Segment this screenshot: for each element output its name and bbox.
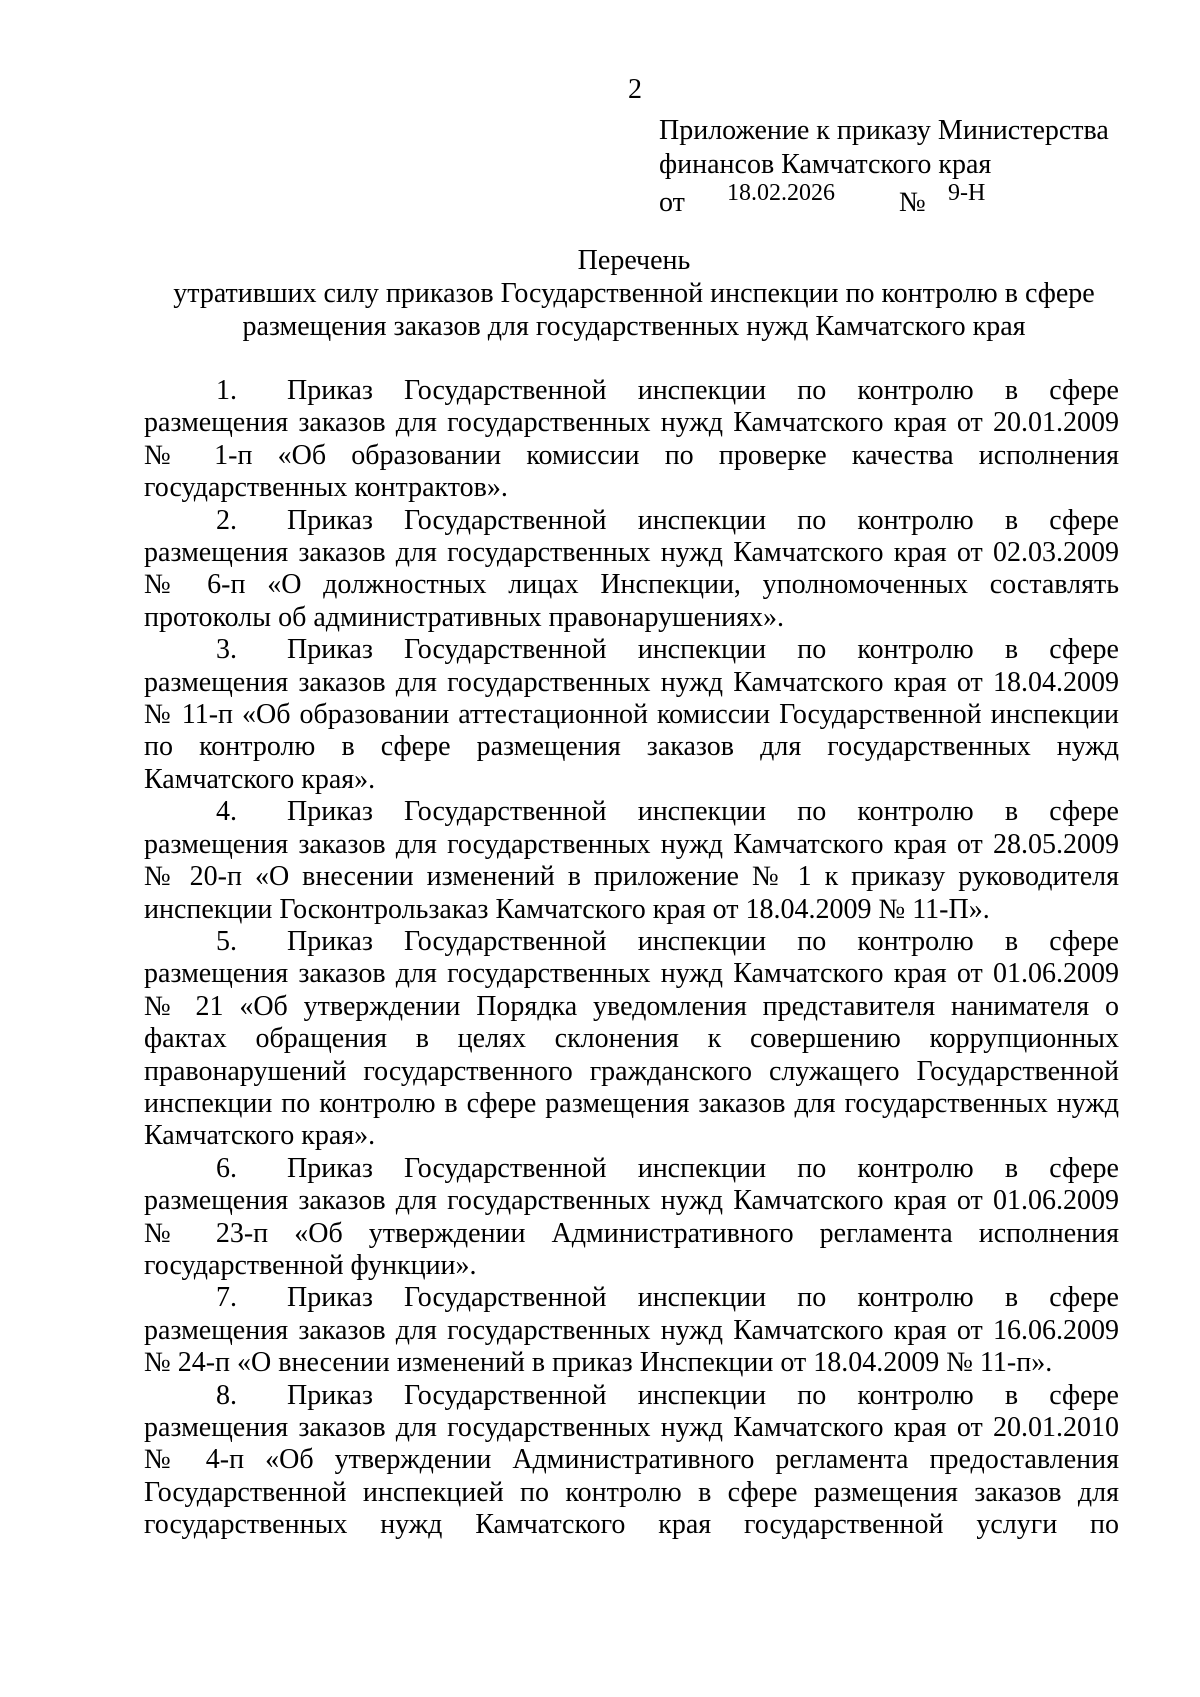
list-item <box>144 796 1119 926</box>
item-text: Приказ Государственной инспекции по контролю в сфере размещения заказов для государственных нужд Камчатского края от 16.06.2009 № 24-п «О внесении изменений в приказ Инспекции от 18.04.2009 № 11-п». <box>144 1282 1119 1379</box>
appendix-line-1: Приложение к приказу Министерства <box>659 115 1109 146</box>
order-date: 18.02.2026 <box>727 180 835 206</box>
list-item <box>144 634 1119 796</box>
item-text: Приказ Государственной инспекции по контролю в сфере размещения заказов для государственных нужд Камчатского края от 18.04.2009 № 11-п «Об образовании аттестационной комиссии Государственной инспекции по контролю в сфере размещения заказов для государственных нужд Камчатского края». <box>144 634 1119 795</box>
item-number: 5. <box>216 925 237 957</box>
item-number: 1. <box>216 375 237 406</box>
orders-list <box>144 375 1119 1542</box>
from-label: от <box>659 187 685 218</box>
document-title <box>132 244 1136 343</box>
list-item <box>144 926 1119 1153</box>
list-item <box>144 1380 1119 1542</box>
title-line-1: Перечень <box>577 245 691 276</box>
appendix-line-2: финансов Камчатского края <box>659 149 992 180</box>
title-line-3: размещения заказов для государственных нужд Камчатского края <box>242 311 1026 342</box>
list-item <box>144 375 1119 505</box>
number-label: № <box>899 187 926 218</box>
item-text: Приказ Государственной инспекции по контролю в сфере размещения заказов для государственных нужд Камчатского края от 20.01.2010 № 4-п «Об утверждении Административного регламента предоставления Государственной инспекцией по контролю в сфере размещения заказов для государственных нужд Камчатского края государственной услуги по <box>144 1379 1119 1541</box>
item-text: Приказ Государственной инспекции по контролю в сфере размещения заказов для государственных нужд Камчатского края от 01.06.2009 № 21 «Об утверждении Порядка уведомления представителя нанимателя о фактах обращения в целях склонения к совершению коррупционных правонарушений государственного гражданского служащего Государственной инспекции по контролю в сфере размещения заказов для государственных нужд Камчатского края». <box>144 925 1119 1152</box>
order-number: 9-Н <box>948 180 986 206</box>
item-text: Приказ Государственной инспекции по контролю в сфере размещения заказов для государственных нужд Камчатского края от 01.06.2009 № 23-п «Об утверждении Административного регламента исполнения государственной функции». <box>144 1152 1119 1281</box>
list-item <box>144 1153 1119 1283</box>
list-item <box>144 1282 1119 1379</box>
item-number: 2. <box>216 504 237 536</box>
title-line-2: утративших силу приказов Государственной инспекции по контролю в сфере <box>173 278 1095 309</box>
item-number: 8. <box>216 1379 237 1411</box>
page-number: 2 <box>628 74 642 105</box>
item-number: 4. <box>216 796 237 828</box>
appendix-date-line <box>659 182 1109 216</box>
item-number: 3. <box>216 634 237 666</box>
item-number: 7. <box>216 1282 237 1314</box>
item-text: Приказ Государственной инспекции по контролю в сфере размещения заказов для государственных нужд Камчатского края от 20.01.2009 № 1-п «Об образовании комиссии по проверке качества исполнения государственных контрактов». <box>144 375 1119 504</box>
list-item <box>144 505 1119 635</box>
item-number: 6. <box>216 1152 237 1184</box>
appendix-header <box>659 114 1109 216</box>
item-text: Приказ Государственной инспекции по контролю в сфере размещения заказов для государственных нужд Камчатского края от 28.05.2009 № 20-п «О внесении изменений в приложение № 1 к приказу руководителя инспекции Госконтрользаказ Камчатского края от 18.04.2009 № 11-П». <box>144 796 1119 925</box>
item-text: Приказ Государственной инспекции по контролю в сфере размещения заказов для государственных нужд Камчатского края от 02.03.2009 № 6-п «О должностных лицах Инспекции, уполномоченных составлять протоколы об административных правонарушениях». <box>144 504 1119 633</box>
